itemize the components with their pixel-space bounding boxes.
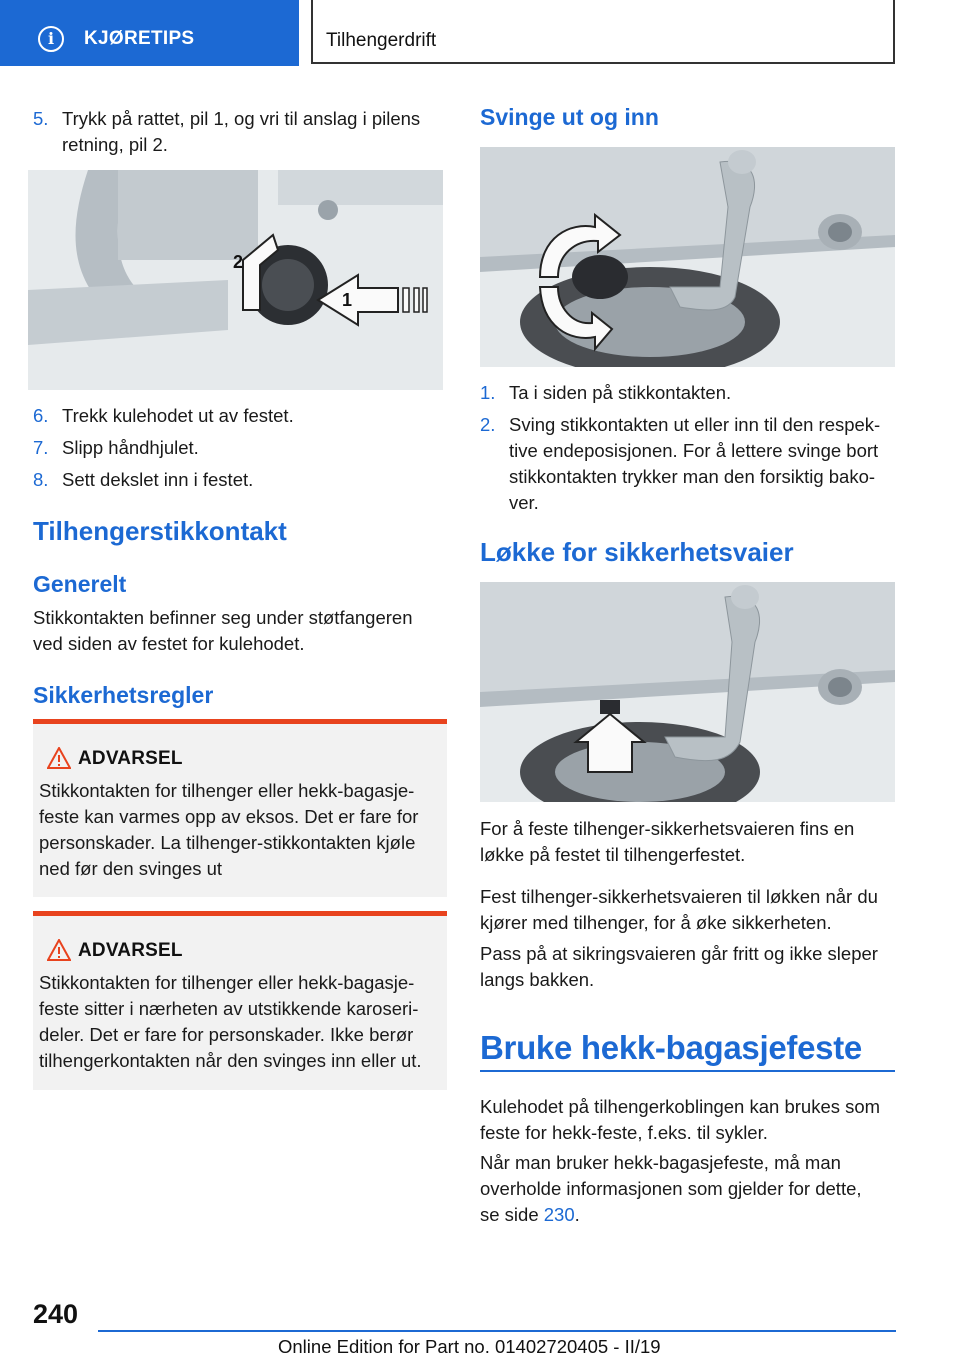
step-number: 6. <box>33 405 49 426</box>
paragraph-line: For å feste tilhenger-sikkerhetsvaieren fins en <box>480 818 855 839</box>
step-number: 2. <box>480 414 496 435</box>
step-line: tive endeposisjonen. For å lettere svinge bort <box>509 440 879 461</box>
warning-line: deler. Det er fare for personskader. Ikke berør <box>39 1024 414 1045</box>
step-line: Sving stikkontakten ut eller inn til den respek- <box>509 414 881 435</box>
warning-box <box>33 719 447 897</box>
loop-paragraph-1 <box>480 816 854 868</box>
warning-title: ADVARSEL <box>78 940 183 961</box>
heading-underline <box>480 1070 895 1072</box>
page-reference-link[interactable]: 230 <box>543 1204 575 1225</box>
warning-line: feste kan varmes opp av eksos. Det er fare for <box>39 806 419 827</box>
warning-text <box>39 970 422 1074</box>
paragraph-line: Kulehodet på tilhengerkoblingen kan brukes som <box>480 1096 881 1117</box>
paragraph-line: overholde informasjonen som gjelder for dette, <box>480 1178 862 1199</box>
page-number: 240 <box>33 1299 79 1329</box>
period: . <box>574 1204 580 1225</box>
footer-divider <box>98 1330 896 1332</box>
step-line: stikkontakten trykker man den forsiktig bako- <box>509 466 876 487</box>
step-text: Slipp håndhjulet. <box>62 437 199 458</box>
step-number: 1. <box>480 382 496 403</box>
rack-paragraph-2 <box>480 1150 862 1228</box>
step-text: Sett dekslet inn i festet. <box>62 469 254 490</box>
header-chapter-title: Tilhengerdrift <box>326 30 437 51</box>
step-text <box>62 106 420 158</box>
heading-lokke-sikkerhetsvaier: Løkke for sikkerhetsvaier <box>480 537 794 567</box>
step-line: ver. <box>509 492 539 513</box>
paragraph-line: ved siden av festet for kulehodet. <box>33 633 305 654</box>
paragraph-line: feste for hekk-feste, f.eks. til sykler. <box>480 1122 768 1143</box>
paragraph-line: Når man bruker hekk-bagasjefeste, må man <box>480 1152 841 1173</box>
step-number: 7. <box>33 437 49 458</box>
step-line: retning, pil 2. <box>62 134 168 155</box>
warning-line: personskader. La tilhenger-stikkontakten kjøle <box>39 832 416 853</box>
paragraph-line: langs bakken. <box>480 969 595 990</box>
heading-bruke-hekk-bagasjefeste: Bruke hekk-bagasjefeste <box>480 1029 862 1066</box>
see-page-text: se side <box>480 1204 544 1225</box>
step-line: Trykk på rattet, pil 1, og vri til anslag i pilens <box>62 108 421 129</box>
paragraph-line: Stikkontakten befinner seg under støtfangeren <box>33 607 413 628</box>
general-paragraph <box>33 605 413 657</box>
warning-line: Stikkontakten for tilhenger eller hekk-bagasje- <box>39 972 415 993</box>
heading-tilhengerstikkontakt: Tilhengerstikkontakt <box>33 516 287 546</box>
warning-line: tilhengerkontakten når den svinges inn eller ut. <box>39 1050 422 1071</box>
step-number: 5. <box>33 108 49 129</box>
warning-line: Stikkontakten for tilhenger eller hekk-bagasje- <box>39 780 415 801</box>
warning-text <box>39 778 418 882</box>
rack-paragraph-1 <box>480 1094 880 1146</box>
step-text: Trekk kulehodet ut av festet. <box>62 405 294 426</box>
warning-line: ned før den svinges ut <box>39 858 223 879</box>
arrow-label-1: 1 <box>342 290 353 310</box>
step-number: 8. <box>33 469 49 490</box>
step-text: Ta i siden på stikkontakten. <box>509 382 732 403</box>
heading-svinge-ut-og-inn: Svinge ut og inn <box>480 104 659 130</box>
header-section-title: KJØRETIPS <box>84 28 195 49</box>
arrow-label-2: 2 <box>233 252 244 272</box>
warning-title: ADVARSEL <box>78 748 183 769</box>
warning-box <box>33 911 447 1090</box>
paragraph-line: løkke på festet til tilhengerfestet. <box>480 844 746 865</box>
socket-swing-illustration <box>480 147 895 367</box>
paragraph-line: Fest tilhenger-sikkerhetsvaieren til løkken når du <box>480 886 878 907</box>
tow-hitch-release-illustration <box>28 170 443 390</box>
paragraph-line <box>480 1202 862 1228</box>
paragraph-line: kjører med tilhenger, for å øke sikkerheten. <box>480 912 832 933</box>
info-circle-icon: i <box>38 26 64 52</box>
warning-triangle-icon <box>47 747 71 769</box>
paragraph-line: Pass på at sikringsvaieren går fritt og ikke sleper <box>480 943 878 964</box>
loop-paragraph-3 <box>480 941 878 993</box>
heading-sikkerhetsregler: Sikkerhetsregler <box>33 682 214 708</box>
footer-edition: Online Edition for Part no. 01402720405 - II/19 <box>278 1336 661 1357</box>
warning-line: feste sitter i nærheten av utstikkende karoseri- <box>39 998 419 1019</box>
loop-paragraph-2 <box>480 884 878 936</box>
heading-generelt: Generelt <box>33 571 127 597</box>
safety-loop-illustration <box>480 582 895 802</box>
warning-bar <box>33 911 447 916</box>
warning-triangle-icon <box>47 939 71 961</box>
warning-bar <box>33 719 447 724</box>
step-text <box>509 412 880 516</box>
